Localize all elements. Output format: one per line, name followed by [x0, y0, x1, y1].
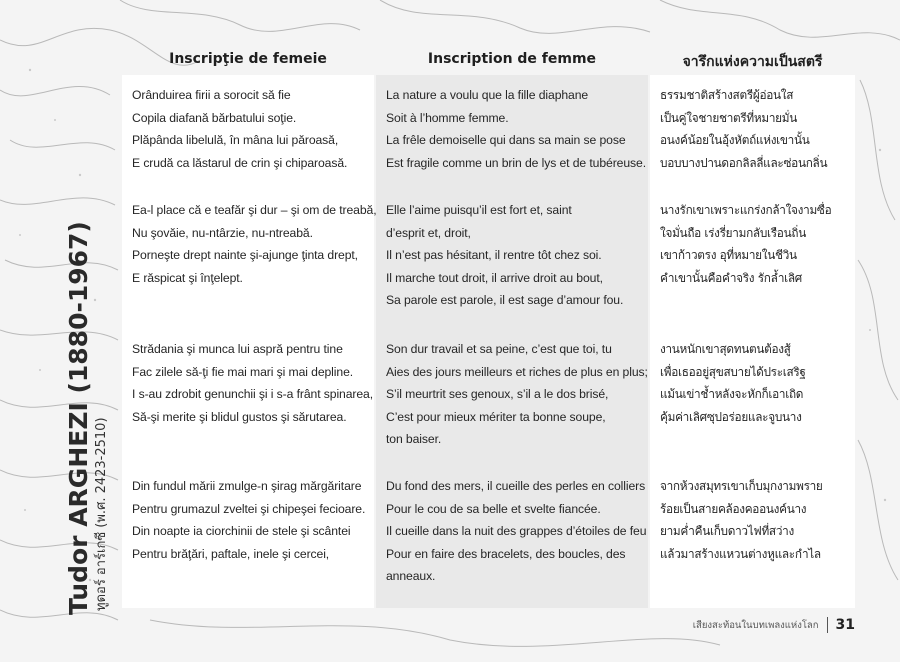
romanian-stanza-1: [132, 84, 370, 174]
poem-line: Il marche tout droit, il arrive droit au bout,: [386, 270, 603, 285]
page-number: 31: [835, 617, 855, 633]
poet-name: Tudor ARGHEZI (1880-1967): [64, 221, 93, 615]
french-column: [376, 75, 648, 608]
poem-line: เป็นคู่ใจชายชาตรีที่หมายมั่น: [660, 110, 798, 125]
romanian-heading: Inscripţie de femeie: [169, 51, 327, 67]
poem-line: Son dur travail et sa peine, c’est que toi, tu: [386, 342, 612, 356]
french-stanza-4: [386, 475, 647, 588]
poem-line: แม้นเข่าช้ำหลังจะหักก็เอาเถิด: [660, 387, 804, 401]
poem-line: จากห้วงสมุทรเขาเก็บมุกงามพราย: [660, 479, 823, 493]
poem-line: E crudă ca lăstarul de crin şi chiparoasă.: [132, 155, 348, 170]
poem-line: ยามค่ำคืนเก็บดาวไฟที่สว่าง: [660, 524, 794, 538]
thai-stanza-4: [660, 475, 851, 565]
poet-thai-name: ทูดอร์ อาร์เกซี (พ.ศ. 2423-2510): [94, 417, 109, 611]
thai-heading: จารึกแห่งความเป็นสตรี: [682, 54, 823, 70]
poem-line: Pour en faire des bracelets, des boucles, des: [386, 546, 626, 561]
poet-title: [64, 221, 110, 615]
poem-line: Din noapte ia ciorchinii de stele şi scântei: [132, 524, 351, 538]
poem-line: Plăpânda libelulă, în mâna lui păroasă,: [132, 133, 339, 147]
poem-line: ใจมั่นถือ เร่งรี่ยามกลับเรือนถิ่น: [660, 225, 806, 240]
romanian-stanza-2: [132, 199, 377, 289]
poem-line: แล้วมาสร้างแหวนต่างหูและกำไล: [660, 546, 821, 561]
poem-line: งานหนักเขาสุดทนตนต้องสู้: [660, 342, 791, 356]
poem-line: d’esprit et, droit,: [386, 225, 471, 240]
romanian-stanza-4: [132, 475, 370, 565]
poem-line: anneaux.: [386, 569, 436, 583]
poem-line: ธรรมชาติสร้างสตรีผู้อ่อนใส: [660, 88, 794, 102]
poem-line: Pentru grumazul zveltei şi chipeşei fecioare.: [132, 501, 366, 516]
poem-line: Aies des jours meilleurs et riches de plus en plus;: [386, 364, 648, 379]
poem-line: Din fundul mării zmulge-n şirag mărgăritare: [132, 479, 362, 493]
poem-line: Copila diafană bărbatului soţie.: [132, 110, 297, 125]
poem-line: เขาก้าวตรง อุที่หมายในชีวิน: [660, 248, 797, 262]
poem-line: La nature a voulu que la fille diaphane: [386, 88, 589, 102]
poem-line: เพื่อเธออยู่สุขสบายได้ประเสริฐ: [660, 364, 806, 379]
poem-line: Pentru brăţări, paftale, inele şi cercei,: [132, 546, 330, 561]
poem-line: Il n’est pas hésitant, il rentre tôt chez soi.: [386, 248, 602, 262]
poem-line: Orânduirea firii a sorocit să fie: [132, 88, 291, 102]
poem-line: อนงค์น้อยในอุ้งหัตถ์แห่งเขานั้น: [660, 133, 810, 147]
poem-line: ton baiser.: [386, 432, 442, 446]
poem-line: ร้อยเป็นสายคล้องคออนงค์นาง: [660, 501, 807, 516]
french-stanza-3: [386, 338, 648, 451]
poem-line: C’est pour mieux mériter ta bonne soupe,: [386, 409, 606, 424]
footer-divider: [827, 617, 828, 633]
poem-line: Strădania şi munca lui aspră pentru tine: [132, 342, 343, 356]
thai-stanza-1: [660, 84, 851, 174]
poem-line: คำเขานั้นคือคำจริง รักล้ำเลิศ: [660, 270, 802, 285]
poem-line: I s-au zdrobit genunchii şi i s-a frânt spinarea,: [132, 387, 374, 401]
poem-line: Ea-l place că e teafăr şi dur – şi om de treabă,: [132, 203, 377, 217]
poem-line: Să-şi merite şi blidul gustos şi sărutarea.: [132, 409, 347, 424]
poem-line: Pour le cou de sa belle et svelte fiancée.: [386, 501, 601, 516]
poem-line: Est fragile comme un brin de lys et de tubéreuse.: [386, 155, 646, 170]
page-footer: [693, 614, 855, 636]
thai-stanza-2: [660, 199, 851, 289]
poem-line: Du fond des mers, il cueille des perles en colliers: [386, 479, 646, 493]
thai-stanza-3: [660, 338, 851, 428]
poem-line: นางรักเขาเพราะแกร่งกล้าใจงามซื่อ: [660, 203, 832, 217]
thai-column: [650, 75, 855, 608]
poem-line: Porneşte drept nainte şi-ajunge ţinta drept,: [132, 248, 358, 262]
french-stanza-2: [386, 199, 644, 312]
romanian-column: [122, 75, 377, 608]
poem-line: Nu şovăie, nu-ntârzie, nu-ntreabă.: [132, 225, 313, 240]
poem-line: Fac zilele să-ţi fie mai mari şi mai depline.: [132, 364, 354, 379]
poem-line: บอบบางปานดอกลิลลี่และซ่อนกลิ่น: [660, 155, 828, 170]
french-heading: Inscription de femme: [427, 51, 597, 67]
romanian-stanza-3: [132, 338, 374, 428]
poem-line: E răspicat şi înţelept.: [132, 270, 243, 285]
poem-line: Il cueille dans la nuit des grappes d’étoiles de feu: [386, 524, 647, 538]
poem-line: La frêle demoiselle qui dans sa main se pose: [386, 133, 626, 147]
poem-line: S’il meurtrit ses genoux, s’il a le dos brisé,: [386, 387, 609, 401]
poem-line: Elle l’aime puisqu’il est fort et, saint: [386, 203, 572, 217]
book-title: เสียงสะท้อนในบทเพลงแห่งโลก: [692, 619, 819, 631]
french-stanza-1: [386, 84, 644, 174]
poem-line: Sa parole est parole, il est sage d’amour fou.: [386, 293, 624, 307]
poem-line: Soit à l’homme femme.: [386, 110, 509, 125]
poem-line: คุ้มค่าเลิศซุปอร่อยและจูบนาง: [660, 409, 802, 424]
